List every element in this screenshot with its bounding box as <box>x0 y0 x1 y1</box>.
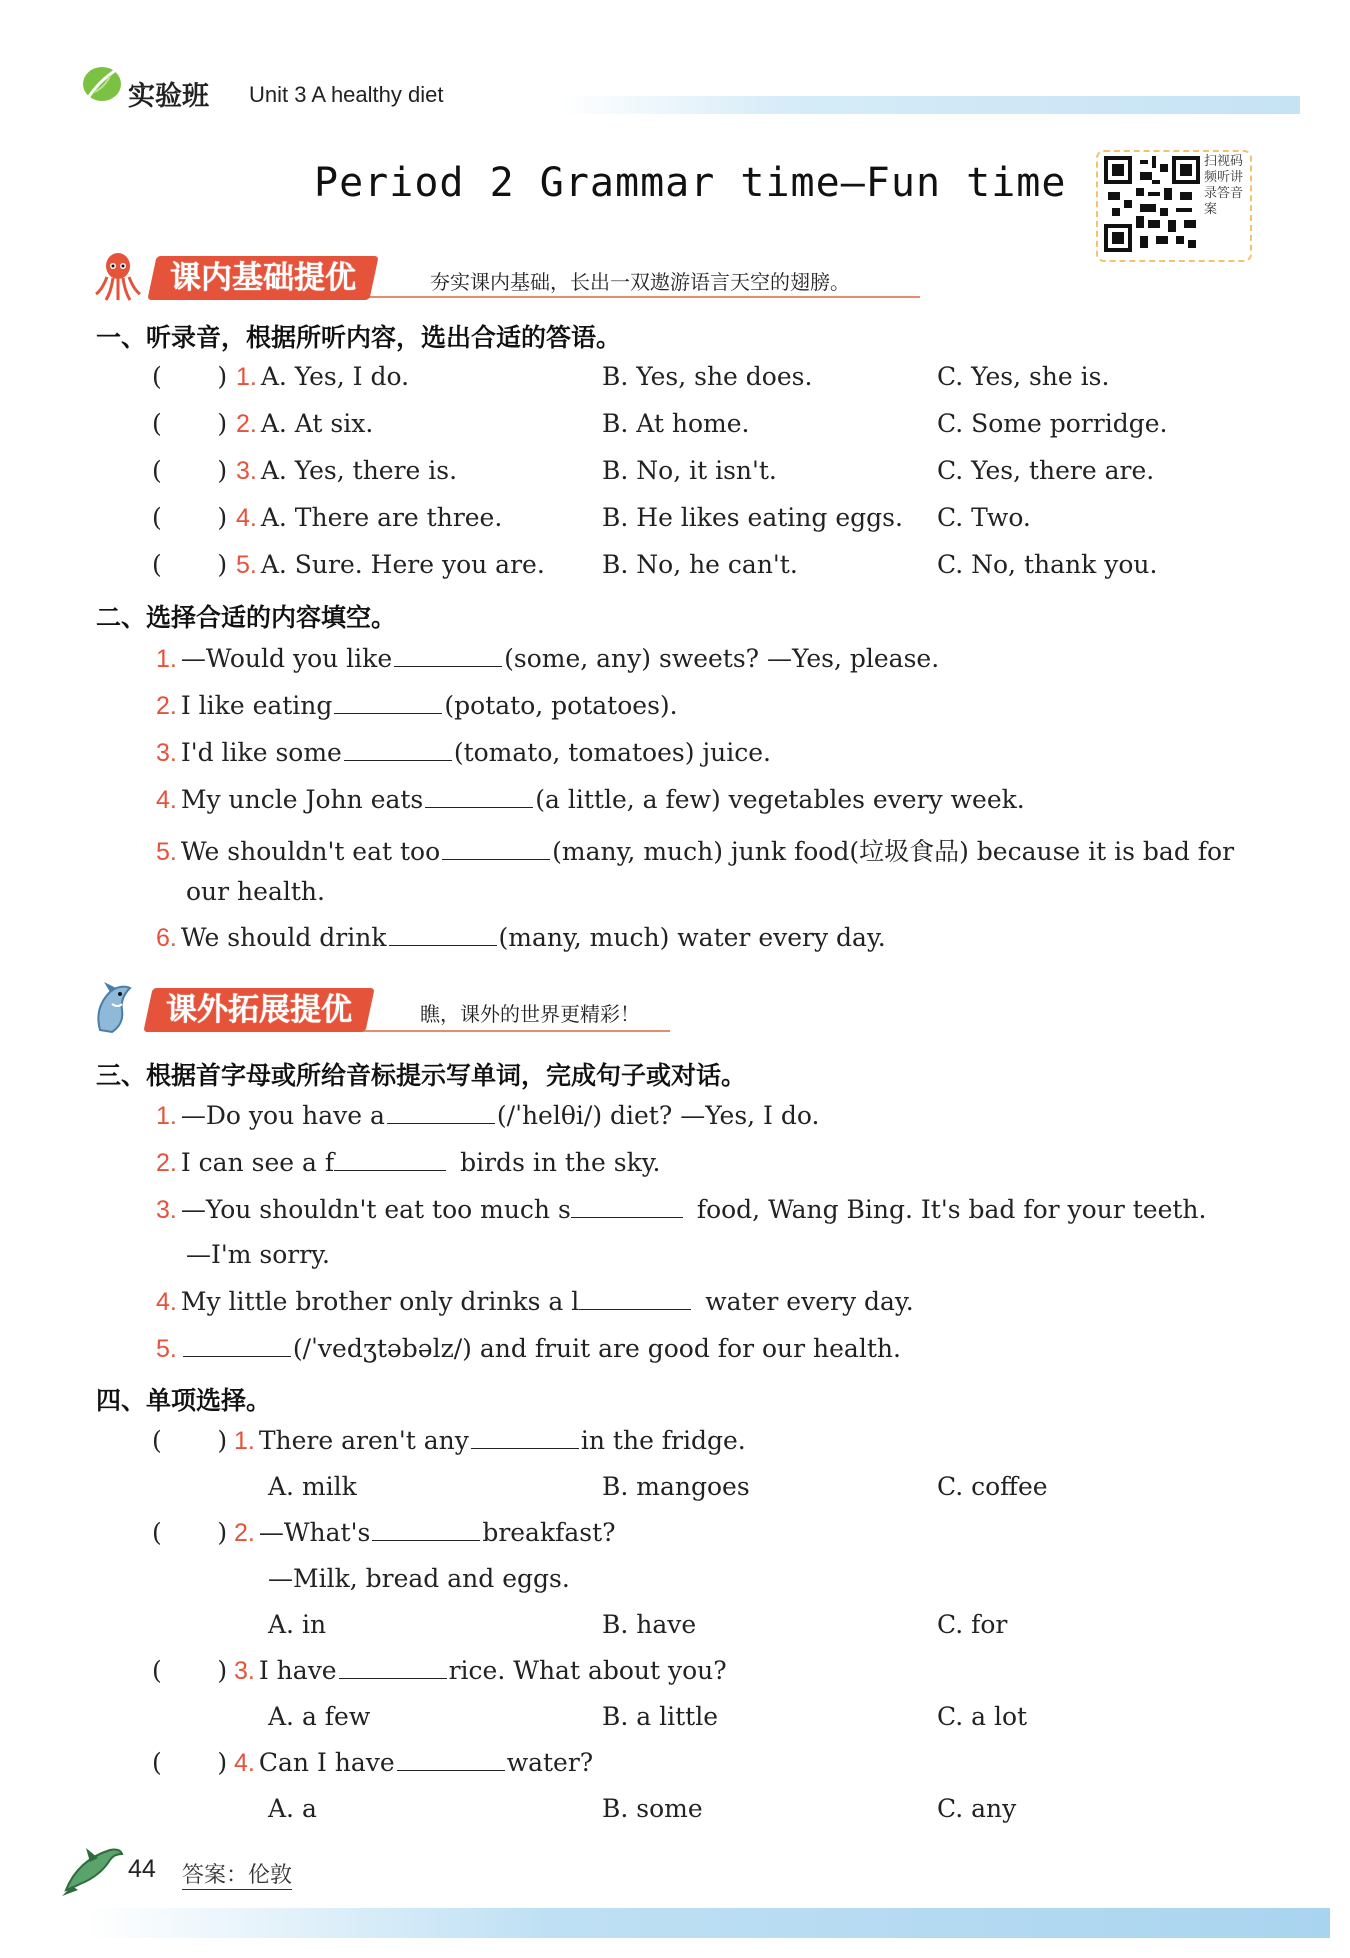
list-item <box>234 1656 727 1686</box>
answer-blank[interactable] <box>579 1287 691 1310</box>
option-a: A. Yes, there is. <box>260 456 458 485</box>
question-number: 3. <box>234 1657 255 1685</box>
part3-heading: 三、根据首字母或所给音标提示写单词，完成句子或对话。 <box>96 1061 747 1090</box>
option-a: A. Yes, I do. <box>260 362 410 391</box>
question-number: 2. <box>234 1519 255 1547</box>
list-item <box>156 1287 914 1317</box>
sentence-start: There aren't any <box>258 1426 469 1455</box>
part2-heading: 二、选择合适的内容填空。 <box>96 603 397 632</box>
sentence-start: My uncle John eats <box>180 785 424 814</box>
sentence-start: I can see a f <box>180 1148 335 1177</box>
option-b: B. Yes, she does. <box>602 362 813 391</box>
option-c: C. Two. <box>937 503 1031 532</box>
option-c: C. No, thank you. <box>937 550 1158 579</box>
sentence-start: —What's <box>258 1518 371 1547</box>
section2-slogan: 瞧，课外的世界更精彩！ <box>420 1002 640 1026</box>
option-b[interactable]: B. mangoes <box>602 1472 750 1501</box>
question-number: 4. <box>236 504 257 532</box>
sentence-start: Can I have <box>258 1748 395 1777</box>
sentence-start: We shouldn't eat too <box>180 837 441 866</box>
answer-blank[interactable] <box>397 1748 505 1771</box>
option-b[interactable]: B. some <box>602 1794 703 1823</box>
question-number: 3. <box>156 739 177 767</box>
answer-blank[interactable] <box>442 837 550 860</box>
list-item <box>156 1334 901 1364</box>
answer-bracket[interactable]: ( ) <box>152 1518 228 1547</box>
list-item <box>234 1426 746 1456</box>
answer-blank[interactable] <box>344 738 452 761</box>
answer-bracket[interactable]: ( ) <box>152 1656 228 1685</box>
sentence-end: breakfast? <box>482 1518 616 1547</box>
answer-blank[interactable] <box>389 923 497 946</box>
question-number: 2. <box>156 1149 177 1177</box>
dolphin-icon <box>60 1840 126 1898</box>
sentence-continuation: —Milk, bread and eggs. <box>268 1564 570 1593</box>
list-item <box>156 1195 1206 1225</box>
option-a[interactable]: A. a <box>268 1794 317 1823</box>
option-b: B. At home. <box>602 409 750 438</box>
sentence-end: (tomato, tomatoes) juice. <box>453 738 772 767</box>
list-item <box>156 644 939 674</box>
option-a: A. At six. <box>260 409 374 438</box>
answer-blank[interactable] <box>334 1148 446 1171</box>
answer-blank[interactable] <box>183 1334 291 1357</box>
option-b: B. No, he can't. <box>602 550 798 579</box>
sentence-start: —Would you like <box>180 644 393 673</box>
section1-slogan: 夯实课内基础，长出一双遨游语言天空的翅膀。 <box>430 270 850 294</box>
sentence-end: water every day. <box>705 1287 914 1316</box>
answer-bracket[interactable]: ( ) <box>152 1426 228 1455</box>
sentence-start: —You shouldn't eat too much s <box>180 1195 571 1224</box>
list-item <box>156 1101 819 1131</box>
option-c[interactable]: C. for <box>937 1610 1008 1639</box>
question-number: 4. <box>156 1288 177 1316</box>
option-a: A. Sure. Here you are. <box>260 550 545 579</box>
answer-bracket[interactable]: ( ) <box>152 550 228 579</box>
answer-blank[interactable] <box>372 1518 480 1541</box>
option-a[interactable]: A. milk <box>268 1472 357 1501</box>
question-number: 1. <box>234 1427 255 1455</box>
part4-heading: 四、单项选择。 <box>96 1386 272 1415</box>
list-item <box>234 1518 616 1548</box>
sentence-end: rice. What about you? <box>448 1656 727 1685</box>
section2-banner: 课外拓展提优 <box>143 988 374 1032</box>
answer-blank[interactable] <box>571 1195 683 1218</box>
answer-blank[interactable] <box>394 644 502 667</box>
sentence-end: water? <box>506 1748 594 1777</box>
option-b: B. No, it isn't. <box>602 456 777 485</box>
sentence-start: I'd like some <box>180 738 342 767</box>
sentence-start: We should drink <box>180 923 387 952</box>
option-c: C. Yes, there are. <box>937 456 1155 485</box>
page-number: 44 <box>128 1855 156 1883</box>
brand-name: 实验班 <box>128 81 209 112</box>
question-number: 4. <box>156 786 177 814</box>
option-b[interactable]: B. a little <box>602 1702 718 1731</box>
question-number: 2. <box>236 410 257 438</box>
sentence-end: (/ˈvedʒtəbəlz/) and fruit are good for our health. <box>292 1334 901 1363</box>
question-number: 1. <box>156 645 177 673</box>
sentence-start: I like eating <box>180 691 333 720</box>
answer-bracket[interactable]: ( ) <box>152 503 228 532</box>
option-a[interactable]: A. a few <box>268 1702 371 1731</box>
list-item <box>234 1748 593 1778</box>
sentence-end: (many, much) junk food(垃圾食品) because it is bad for <box>552 837 1235 866</box>
sentence-end: in the fridge. <box>580 1426 746 1455</box>
header-band <box>560 96 1300 114</box>
qr-code-icon[interactable] <box>1104 156 1200 252</box>
sentence-end: (a little, a few) vegetables every week. <box>535 785 1025 814</box>
answer-bracket[interactable]: ( ) <box>152 1748 228 1777</box>
footer-band <box>20 1908 1330 1938</box>
question-number: 3. <box>236 457 257 485</box>
answer-bracket[interactable]: ( ) <box>152 456 228 485</box>
sentence-continuation: our health. <box>186 877 325 906</box>
answer-bracket[interactable]: ( ) <box>152 362 228 391</box>
option-a[interactable]: A. in <box>268 1610 327 1639</box>
question-number: 6. <box>156 924 177 952</box>
option-c[interactable]: C. any <box>937 1794 1017 1823</box>
shark-mascot-icon <box>90 980 140 1038</box>
list-item <box>156 785 1025 815</box>
sentence-continuation: —I'm sorry. <box>186 1240 330 1269</box>
question-number: 3. <box>156 1196 177 1224</box>
answer-bracket[interactable]: ( ) <box>152 409 228 438</box>
answer-blank[interactable] <box>471 1426 579 1449</box>
question-number: 1. <box>156 1102 177 1130</box>
sentence-end: food, Wang Bing. It's bad for your teeth. <box>696 1195 1207 1224</box>
question-number: 1. <box>236 363 257 391</box>
option-c[interactable]: C. a lot <box>937 1702 1028 1731</box>
sentence-end: (/ˈhelθi/) diet? —Yes, I do. <box>496 1101 820 1130</box>
answer-blank[interactable] <box>387 1101 495 1124</box>
leaf-logo-icon <box>80 62 124 106</box>
qr-caption: 扫视码频听讲录答音案 <box>1204 154 1244 217</box>
page-title: Period 2 Grammar time—Fun time <box>314 160 1067 206</box>
question-number: 4. <box>234 1749 255 1777</box>
option-c: C. Some porridge. <box>937 409 1168 438</box>
unit-title: Unit 3 A healthy diet <box>249 82 444 107</box>
option-a: A. There are three. <box>260 503 503 532</box>
sentence-end: (many, much) water every day. <box>498 923 886 952</box>
question-number: 2. <box>156 692 177 720</box>
option-c: C. Yes, she is. <box>937 362 1110 391</box>
answer-note: 答案：伦敦 <box>182 1858 292 1890</box>
sentence-start: I have <box>258 1656 337 1685</box>
option-c[interactable]: C. coffee <box>937 1472 1048 1501</box>
list-item <box>156 923 886 953</box>
part1-heading: 一、听录音，根据所听内容，选出合适的答语。 <box>96 323 622 352</box>
squid-mascot-icon <box>92 250 144 302</box>
answer-blank[interactable] <box>339 1656 447 1679</box>
list-item <box>156 832 1234 868</box>
sentence-start: My little brother only drinks a l <box>180 1287 580 1316</box>
sentence-end: (some, any) sweets? —Yes, please. <box>504 644 940 673</box>
list-item <box>156 738 771 768</box>
section1-banner: 课内基础提优 <box>147 256 378 300</box>
option-b: B. He likes eating eggs. <box>602 503 903 532</box>
question-number: 5. <box>156 838 177 866</box>
list-item <box>156 691 678 721</box>
answer-blank[interactable] <box>425 785 533 808</box>
sentence-end: (potato, potatoes). <box>444 691 678 720</box>
sentence-start: —Do you have a <box>180 1101 385 1130</box>
answer-blank[interactable] <box>334 691 442 714</box>
option-b[interactable]: B. have <box>602 1610 697 1639</box>
question-number: 5. <box>156 1335 177 1363</box>
list-item <box>156 1148 661 1178</box>
question-number: 5. <box>236 551 257 579</box>
sentence-end: birds in the sky. <box>460 1148 661 1177</box>
